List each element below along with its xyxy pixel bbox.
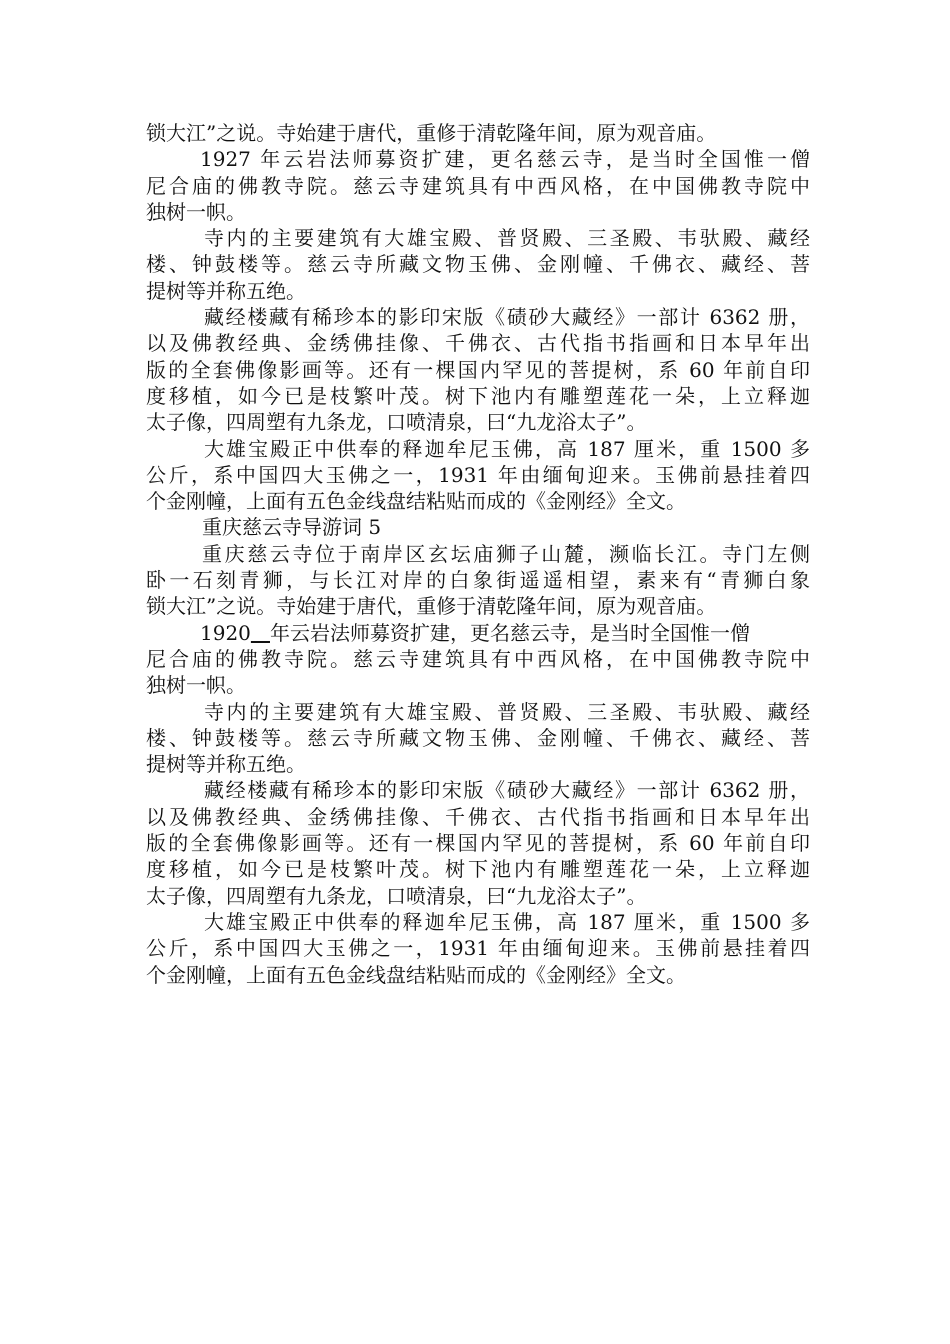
text-line: 楼、钟鼓楼等。慈云寺所藏文物玉佛、金刚幢、千佛衣、藏经、菩 xyxy=(146,252,810,277)
text-line-rest: 年云岩法师募资扩建，更名慈云寺，是当时全国惟一僧 xyxy=(269,620,750,645)
article-body xyxy=(146,120,810,988)
paragraph-start: 藏经楼藏有稀珍本的影印宋版《碛砂大藏经》一部计 6362 册， xyxy=(204,305,810,330)
text-line: 度移植，如今已是枝繁叶茂。树下池内有雕塑莲花一朵，上立释迦 xyxy=(146,383,810,408)
text-line: 楼、钟鼓楼等。慈云寺所藏文物玉佛、金刚幢、千佛衣、藏经、菩 xyxy=(146,725,810,750)
text-line: 太子像，四周塑有九条龙，口喷清泉，曰“九龙浴太子”。 xyxy=(146,883,647,908)
text-line: 个金刚幢，上面有五色金线盘结粘贴而成的《金刚经》全文。 xyxy=(146,962,686,987)
paragraph-start: 1927 年云岩法师募资扩建，更名慈云寺，是当时全国惟一僧 xyxy=(200,147,810,172)
text-line: 以及佛教经典、金绣佛挂像、千佛衣、古代指书指画和日本早年出 xyxy=(146,331,810,356)
text-line: 提树等并称五绝。 xyxy=(146,752,306,777)
text-line: 太子像，四周塑有九条龙，口喷清泉，曰“九龙浴太子”。 xyxy=(146,410,647,435)
text-line: 公斤，系中国四大玉佛之一，1931 年由缅甸迎来。玉佛前悬挂着四 xyxy=(146,936,810,961)
text-line: 以及佛教经典、金绣佛挂像、千佛衣、古代指书指画和日本早年出 xyxy=(146,804,810,829)
text-line: 独树一帜。 xyxy=(146,673,246,698)
paragraph-start: 大雄宝殿正中供奉的释迦牟尼玉佛，高 187 厘米，重 1500 多 xyxy=(204,436,810,461)
text-line: 尼合庙的佛教寺院。慈云寺建筑具有中西风格，在中国佛教寺院中 xyxy=(146,173,810,198)
year-text: 1920 xyxy=(200,620,251,645)
text-line: 独树一帜。 xyxy=(146,199,246,224)
text-line: 锁大江”之说。寺始建于唐代，重修于清乾隆年间，原为观音庙。 xyxy=(146,121,717,145)
text-line: 版的全套佛像影画等。还有一棵国内罕见的菩提树，系 60 年前自印 xyxy=(146,831,810,856)
text-line: 提树等并称五绝。 xyxy=(146,278,306,303)
text-line: 卧一石刻青狮，与长江对岸的白象街遥遥相望，素来有“青狮白象 xyxy=(146,568,810,593)
text-line: 版的全套佛像影画等。还有一棵国内罕见的菩提树，系 60 年前自印 xyxy=(146,357,810,382)
paragraph-start: 大雄宝殿正中供奉的释迦牟尼玉佛，高 187 厘米，重 1500 多 xyxy=(204,909,810,934)
text-line: 公斤，系中国四大玉佛之一，1931 年由缅甸迎来。玉佛前悬挂着四 xyxy=(146,462,810,487)
paragraph-start: 藏经楼藏有稀珍本的影印宋版《碛砂大藏经》一部计 6362 册， xyxy=(204,778,810,803)
paragraph-start: 寺内的主要建筑有大雄宝殿、普贤殿、三圣殿、韦驮殿、藏经 xyxy=(204,226,810,251)
paragraph-start xyxy=(146,620,810,646)
text-line: 尼合庙的佛教寺院。慈云寺建筑具有中西风格，在中国佛教寺院中 xyxy=(146,646,810,671)
paragraph-start: 寺内的主要建筑有大雄宝殿、普贤殿、三圣殿、韦驮殿、藏经 xyxy=(204,699,810,724)
text-line: 个金刚幢，上面有五色金线盘结粘贴而成的《金刚经》全文。 xyxy=(146,489,686,514)
paragraph-start: 重庆慈云寺位于南岸区玄坛庙狮子山麓，濒临长江。寺门左侧 xyxy=(202,541,810,566)
text-line: 锁大江”之说。寺始建于唐代，重修于清乾隆年间，原为观音庙。 xyxy=(146,594,717,619)
section-heading: 重庆慈云寺导游词 5 xyxy=(202,515,382,540)
blank-underline xyxy=(251,621,270,645)
text-line: 度移植，如今已是枝繁叶茂。树下池内有雕塑莲花一朵，上立释迦 xyxy=(146,857,810,882)
